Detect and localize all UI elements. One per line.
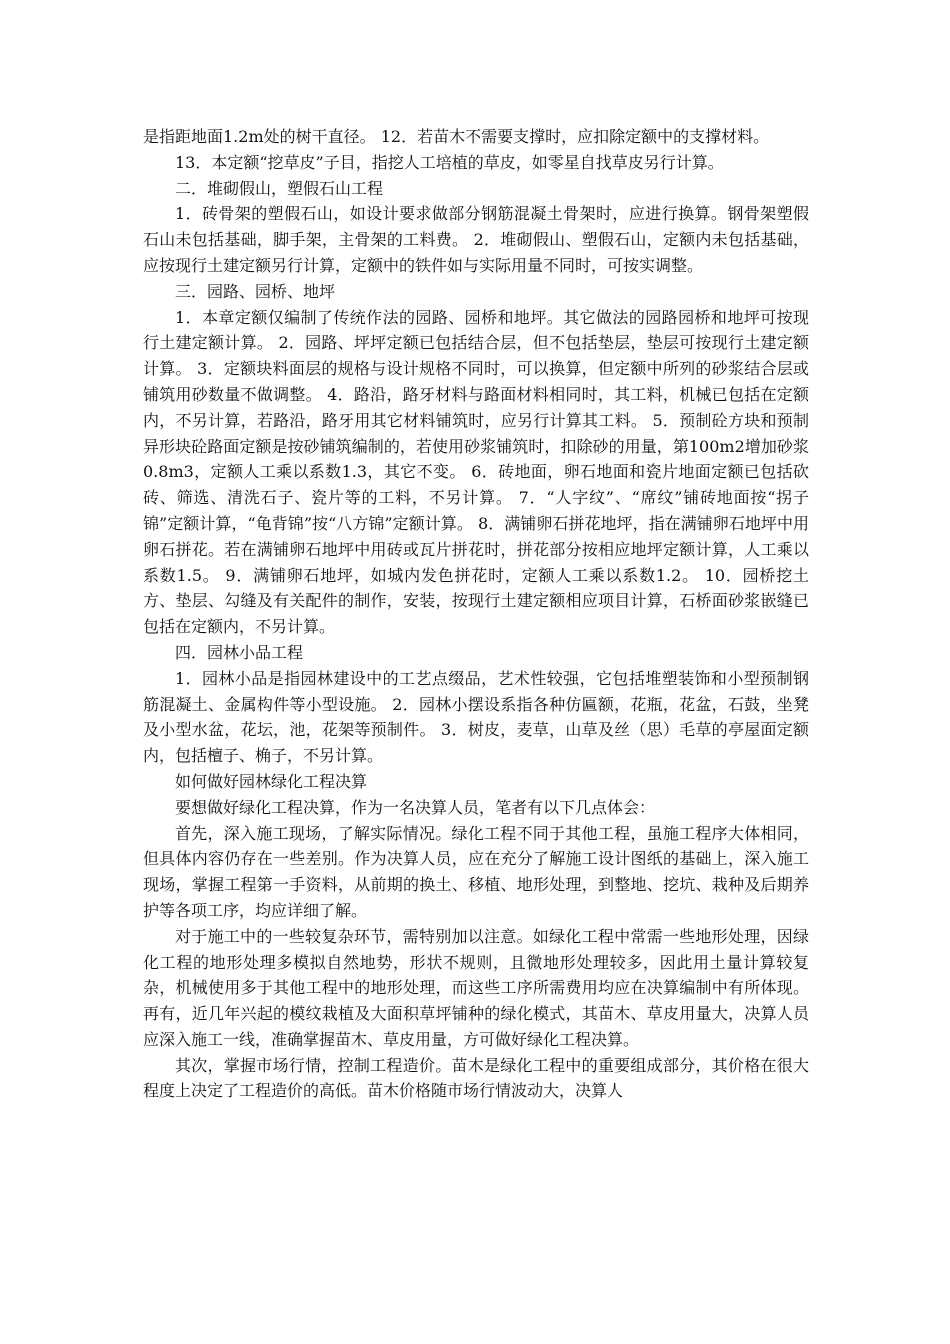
- paragraph-first-point: 首先，深入施工现场，了解实际情况。绿化工程不同于其他工程，虽施工程序大体相同，但具体内容仍存在一些差别。作为决算人员，应在充分了解施工设计图纸的基础上，深入施工现场，掌握工程第一手资料，从前期的换土、移植、地形处理，到整地、挖坑、栽种及后期养护等各项工序，均应详细了解。: [143, 823, 809, 920]
- document-body: [143, 124, 809, 1104]
- section-heading-garden-features: 四．园林小品工程: [175, 642, 304, 662]
- section-heading-paths-bridges: 三．园路、园桥、地坪: [175, 281, 336, 301]
- paragraph-rockery-rules: 1．砖骨架的塑假石山，如设计要求做部分钢筋混凝土骨架时，应进行换算。钢骨架塑假石山未包括基础，脚手架，主骨架的工料费。 2．堆砌假山、塑假石山，定额内未包括基础，应按现行土建定额另行计算，定额中的铁件如与实际用量不同时，可按实调整。: [143, 204, 809, 275]
- paragraph-intro: 要想做好绿化工程决算，作为一名决算人员，笔者有以下几点体会：: [175, 797, 656, 817]
- section-heading-rockery: 二．堆砌假山，塑假石山工程: [175, 178, 384, 198]
- paragraph-second-point: 其次，掌握市场行情，控制工程造价。苗木是绿化工程中的重要组成部分，其价格在很大程度上决定了工程造价的高低。苗木价格随市场行情波动大，决算人: [143, 1055, 809, 1101]
- paragraph-paths-bridges-rules: 1．本章定额仅编制了传统作法的园路、园桥和地坪。其它做法的园路园桥和地坪可按现行土建定额计算。 2．园路、坪坪定额已包括结合层，但不包括垫层，垫层可按现行土建定额计算。 3．定额块料面层的规格与设计规格不同时，可以换算，但定额中所列的砂浆结合层或铺筑用砂数量不做调整。 4．路沿，路牙材料与路面材料相同时，其工料，机械已包括在定额内，不另计算，若路沿，路牙用其它材料铺筑时，应另行计算其工料。 5．预制砼方块和预制异形块砼路面定额是按砂铺筑编制的，若使用砂浆铺筑时，扣除砂的用量，第100m2增加砂浆0.8m3，定额人工乘以系数1.3，其它不变。 6．砖地面，卵石地面和瓷片地面定额已包括砍砖、筛选、清洗石子、瓷片等的工料，不另计算。 7．“人字纹”、“席纹”铺砖地面按“拐子锦”定额计算，“龟背锦”按“八方锦”定额计算。 8．满铺卵石拼花地坪，指在满铺卵石地坪中用卵石拼花。若在满铺卵石地坪中用砖或瓦片拼花时，拼花部分按相应地坪定额计算，人工乘以系数1.5。 9．满铺卵石地坪，如城内发色拼花时，定额人工乘以系数1.2。 10．园桥挖土方、垫层、勾缝及有关配件的制作，安装，按现行土建定额相应项目计算，石桥面砂浆嵌缝已包括在定额内，不另计算。: [143, 307, 809, 637]
- article-title: 如何做好园林绿化工程决算: [175, 771, 368, 791]
- paragraph-tree-diameter: 是指距地面1.2m处的树干直径。 12．若苗木不需要支撑时，应扣除定额中的支撑材料。: [143, 127, 770, 146]
- paragraph-complex-steps: 对于施工中的一些较复杂环节，需特别加以注意。如绿化工程中常需一些地形处理，因绿化工程的地形处理多模拟自然地势，形状不规则，且微地形处理较多，因此用土量计算较复杂，机械使用多于其他工程中的地形处理，而这些工序所需费用均应在决算编制中有所体现。再有，近几年兴起的模纹栽植及大面积草坪铺种的绿化模式，其苗木、草皮用量大，决算人员应深入施工一线，准确掌握苗木、草皮用量，方可做好绿化工程决算。: [143, 926, 809, 1049]
- paragraph-garden-features-rules: 1．园林小品是指园林建设中的工艺点缀品，艺术性较强，它包括堆塑装饰和小型预制钢筋混凝土、金属构件等小型设施。 2．园林小摆设系指各种仿匾额，花瓶，花盆，石鼓，坐凳及小型水盆，花坛，池，花架等预制件。 3．树皮，麦草，山草及丝（思）毛草的亭屋面定额内，包括檀子、桷子，不另计算。: [143, 668, 809, 766]
- paragraph-turf-digging: 13．本定额“挖草皮”子目，指挖人工培植的草皮，如零星自找草皮另行计算。: [175, 152, 724, 172]
